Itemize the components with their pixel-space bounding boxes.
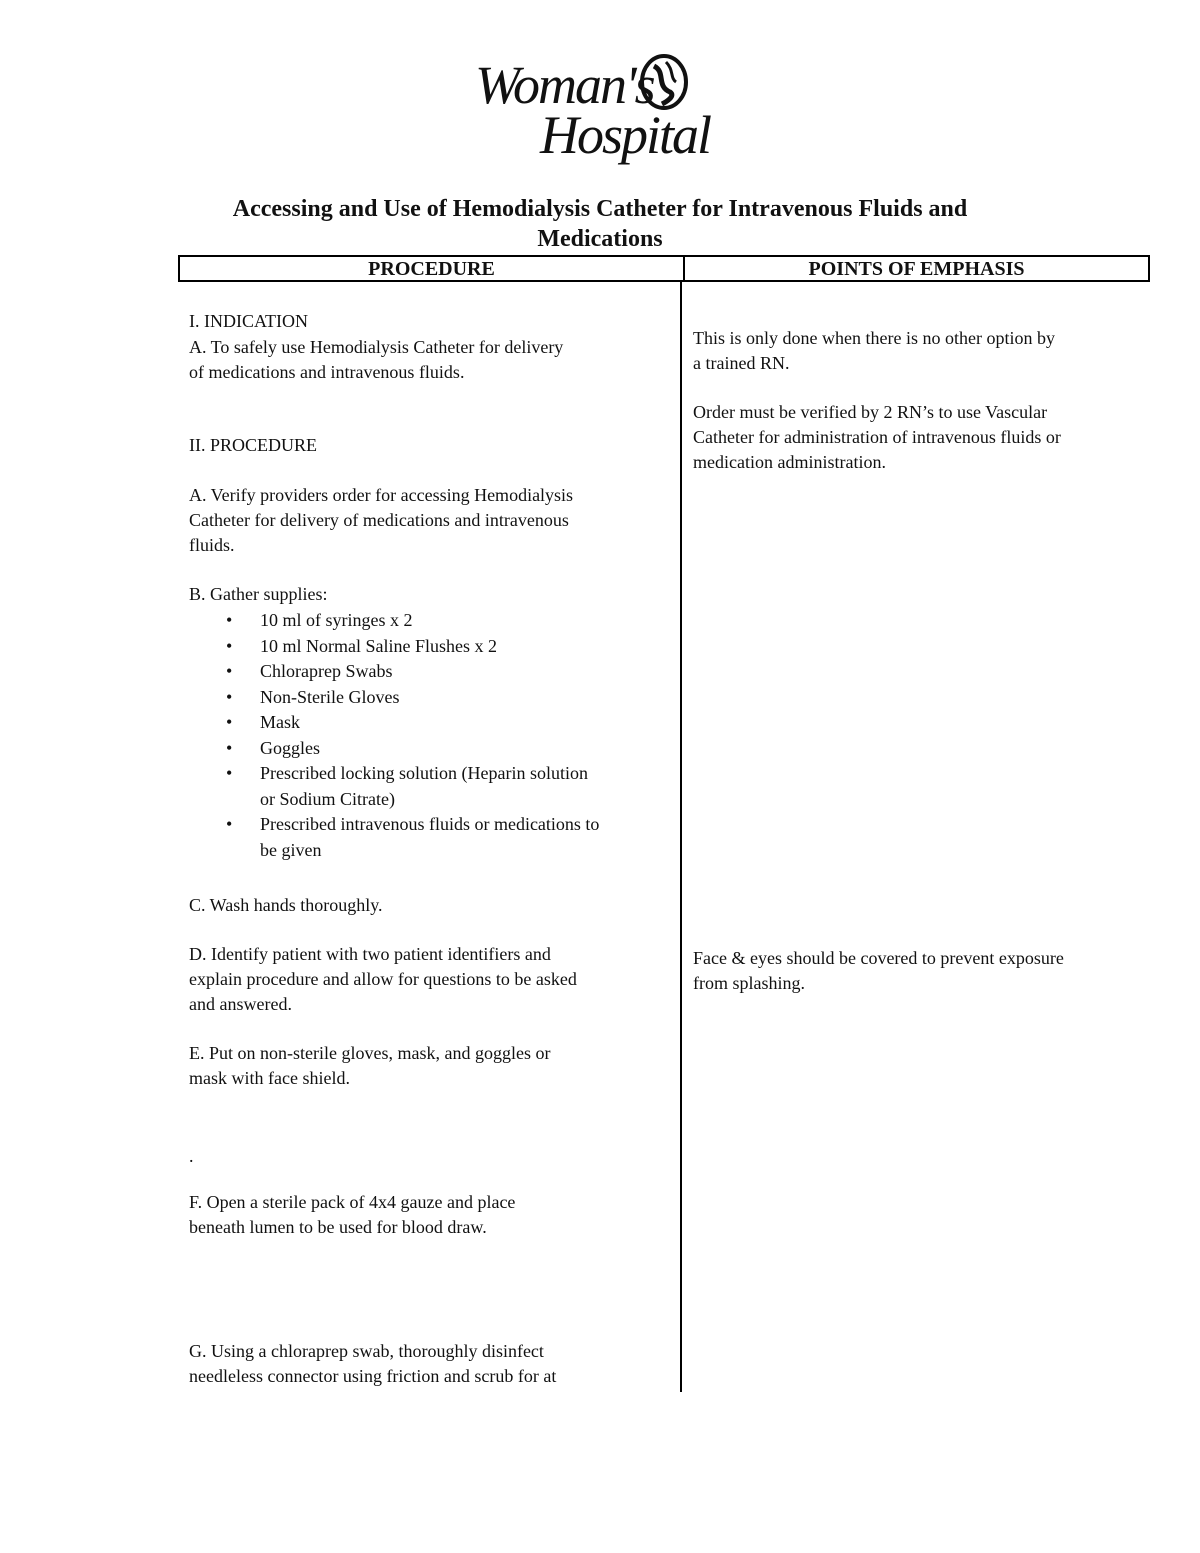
supply-item: • Chloraprep Swabs (226, 659, 599, 685)
step-a-line-3: fluids. (189, 535, 235, 555)
supply-item: • Goggles (226, 736, 599, 762)
emphasis-note-2-line-2: Catheter for administration of intravenous fluids or (693, 427, 1061, 447)
step-d-line-1: D. Identify patient with two patient identifiers and (189, 944, 551, 964)
column-divider (680, 282, 682, 1392)
logo-line-1: Woman's (475, 55, 654, 115)
logo-emblem-icon (636, 52, 692, 112)
supplies-list (226, 608, 599, 863)
emphasis-note-3-line-2: from splashing. (693, 973, 805, 993)
step-f-line-2: beneath lumen to be used for blood draw. (189, 1217, 487, 1237)
step-a-line-1: A. Verify providers order for accessing Hemodialysis (189, 485, 574, 505)
hospital-logo (470, 50, 710, 170)
supply-item (226, 761, 599, 812)
step-b: B. Gather supplies: (189, 584, 328, 604)
procedure-column-header: PROCEDURE (180, 257, 685, 280)
step-d-line-2: explain procedure and allow for questions to be asked (189, 969, 577, 989)
step-c: C. Wash hands thoroughly. (189, 895, 383, 915)
step-e-line-2: mask with face shield. (189, 1068, 350, 1088)
supply-item-line-1: Prescribed locking solution (Heparin solution (260, 763, 588, 783)
supply-item-line-2: or Sodium Citrate) (260, 788, 395, 809)
title-line-2: Medications (537, 226, 663, 252)
emphasis-note-2-line-3: medication administration. (693, 452, 886, 472)
step-f-line-1: F. Open a sterile pack of 4x4 gauze and place (189, 1192, 516, 1212)
section-procedure: II. PROCEDURE (189, 435, 318, 455)
indication-a-line-1: A. To safely use Hemodialysis Catheter for delivery (189, 337, 564, 357)
supply-item: • Mask (226, 710, 599, 736)
step-g-line-2: needleless connector using friction and scrub for at (189, 1366, 557, 1386)
step-g-line-1: G. Using a chloraprep swab, thoroughly disinfect (189, 1341, 544, 1361)
step-a-line-2: Catheter for delivery of medications and intravenous (189, 510, 569, 530)
supply-item: • 10 ml of syringes x 2 (226, 608, 599, 634)
emphasis-note-1-line-2: a trained RN. (693, 353, 790, 373)
logo-line-2: Hospital (540, 105, 711, 165)
supply-item-line-1: Prescribed intravenous fluids or medications to (260, 814, 600, 834)
supply-item: • 10 ml Normal Saline Flushes x 2 (226, 634, 599, 660)
indication-a-line-2: of medications and intravenous fluids. (189, 362, 465, 382)
table-header (178, 255, 1150, 282)
supply-item: • Non-Sterile Gloves (226, 685, 599, 711)
document-title (130, 194, 1070, 254)
emphasis-note-3-line-1: Face & eyes should be covered to prevent exposure (693, 948, 1064, 968)
step-d-line-3: and answered. (189, 994, 292, 1014)
supply-item (226, 812, 599, 863)
stray-period: . (189, 1146, 194, 1166)
title-line-1: Accessing and Use of Hemodialysis Catheter for Intravenous Fluids and (232, 196, 968, 222)
emphasis-column-header: POINTS OF EMPHASIS (808, 258, 1025, 280)
section-indication: I. INDICATION (189, 311, 308, 331)
emphasis-note-1-line-1: This is only done when there is no other option by (693, 328, 1055, 348)
emphasis-note-2-line-1: Order must be verified by 2 RN’s to use Vascular (693, 402, 1048, 422)
step-e-line-1: E. Put on non-sterile gloves, mask, and goggles or (189, 1043, 551, 1063)
supply-item-line-2: be given (260, 839, 322, 860)
